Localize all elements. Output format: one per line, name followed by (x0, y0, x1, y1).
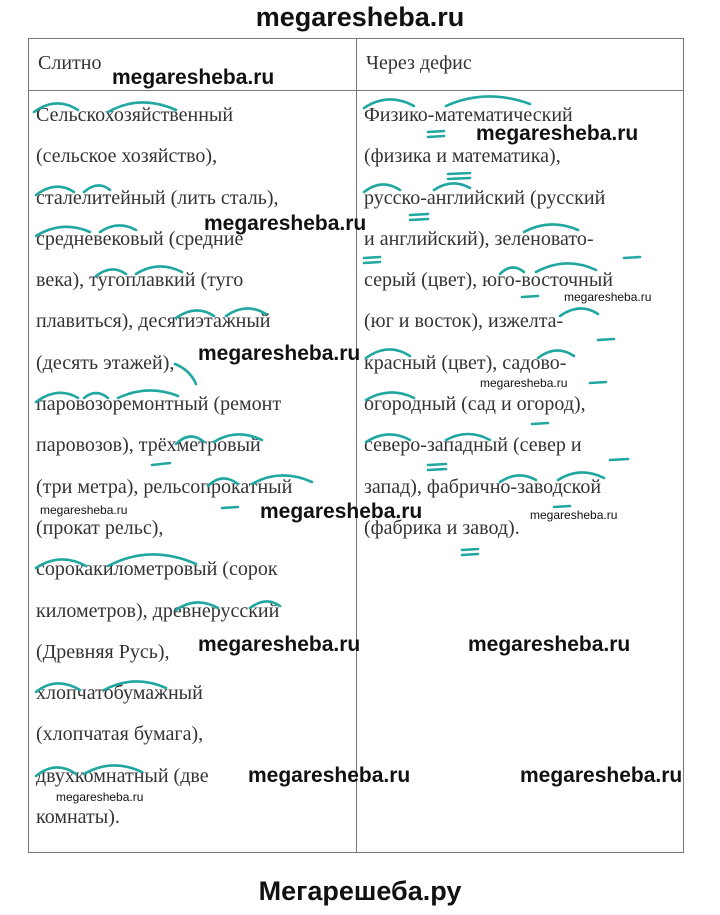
watermark: megaresheba.ru (198, 342, 361, 365)
text-line: и английский), зеленовато- (364, 227, 594, 250)
watermark: megaresheba.ru (248, 764, 411, 787)
column-header-together: Слитно (38, 52, 102, 74)
text-line: комнаты). (36, 806, 120, 829)
watermark: megaresheba.ru (476, 122, 639, 145)
watermark: megaresheba.ru (260, 500, 423, 523)
watermark: megaresheba.ru (112, 66, 275, 89)
watermark: megaresheba.ru (564, 290, 652, 304)
text-line: паровозов), трёхметровый (36, 434, 261, 457)
text-line: (прокат рельс), (36, 516, 164, 539)
text-line: (юг и восток), изжелта- (364, 310, 564, 333)
text-line: средневековый (средние (36, 227, 244, 250)
text-line: (Древняя Русь), (36, 640, 170, 663)
text-line: огородный (сад и огород), (364, 393, 586, 416)
text-line: красный (цвет), садово- (364, 351, 567, 374)
column-hyphen-text (364, 95, 613, 549)
text-line: двухкомнатный (две (36, 764, 209, 787)
text-line: Физико-математический (364, 104, 573, 126)
watermark: megaresheba.ru (198, 633, 361, 656)
text-line: Сельскохозяйственный (36, 104, 234, 126)
site-title: megaresheba.ru (255, 2, 465, 32)
watermark: megaresheba.ru (40, 503, 128, 517)
text-line: (три метра), рельсопрокатный (36, 475, 293, 498)
watermark: megaresheba.ru (468, 633, 631, 656)
watermark: megaresheba.ru (520, 764, 683, 787)
text-line: серый (цвет), юго-восточный (364, 269, 613, 292)
column-divider (356, 39, 357, 852)
column-header-hyphen: Через дефис (366, 52, 472, 74)
text-line: хлопчатобумажный (36, 682, 203, 705)
text-line: (десять этажей), (36, 351, 175, 374)
text-line: века), тугоплавкий (туго (36, 269, 244, 292)
watermark: megaresheba.ru (480, 376, 568, 390)
text-line: паровозоремонтный (ремонт (36, 393, 282, 416)
watermark: megaresheba.ru (56, 790, 144, 804)
footer-title: Мегарешеба.ру (258, 876, 462, 906)
text-line: километров), древнерусский (36, 599, 280, 622)
text-line: (сельское хозяйство), (36, 145, 218, 168)
text-line: плавиться), десятиэтажный (36, 310, 271, 333)
text-line: (фабрика и завод). (364, 516, 520, 539)
text-line: русско-английский (русский (364, 186, 606, 209)
text-line: запад), фабрично-заводской (364, 475, 602, 498)
text-line: (хлопчатая бумага), (36, 723, 204, 746)
column-together-text (36, 95, 292, 838)
watermark: megaresheba.ru (530, 508, 618, 522)
text-line: сорокакилометровый (сорок (36, 558, 278, 581)
text-line: (физика и математика), (364, 145, 561, 168)
text-line: северо-западный (север и (364, 434, 582, 457)
text-line: сталелитейный (лить сталь), (36, 186, 279, 209)
watermark: megaresheba.ru (204, 212, 367, 235)
